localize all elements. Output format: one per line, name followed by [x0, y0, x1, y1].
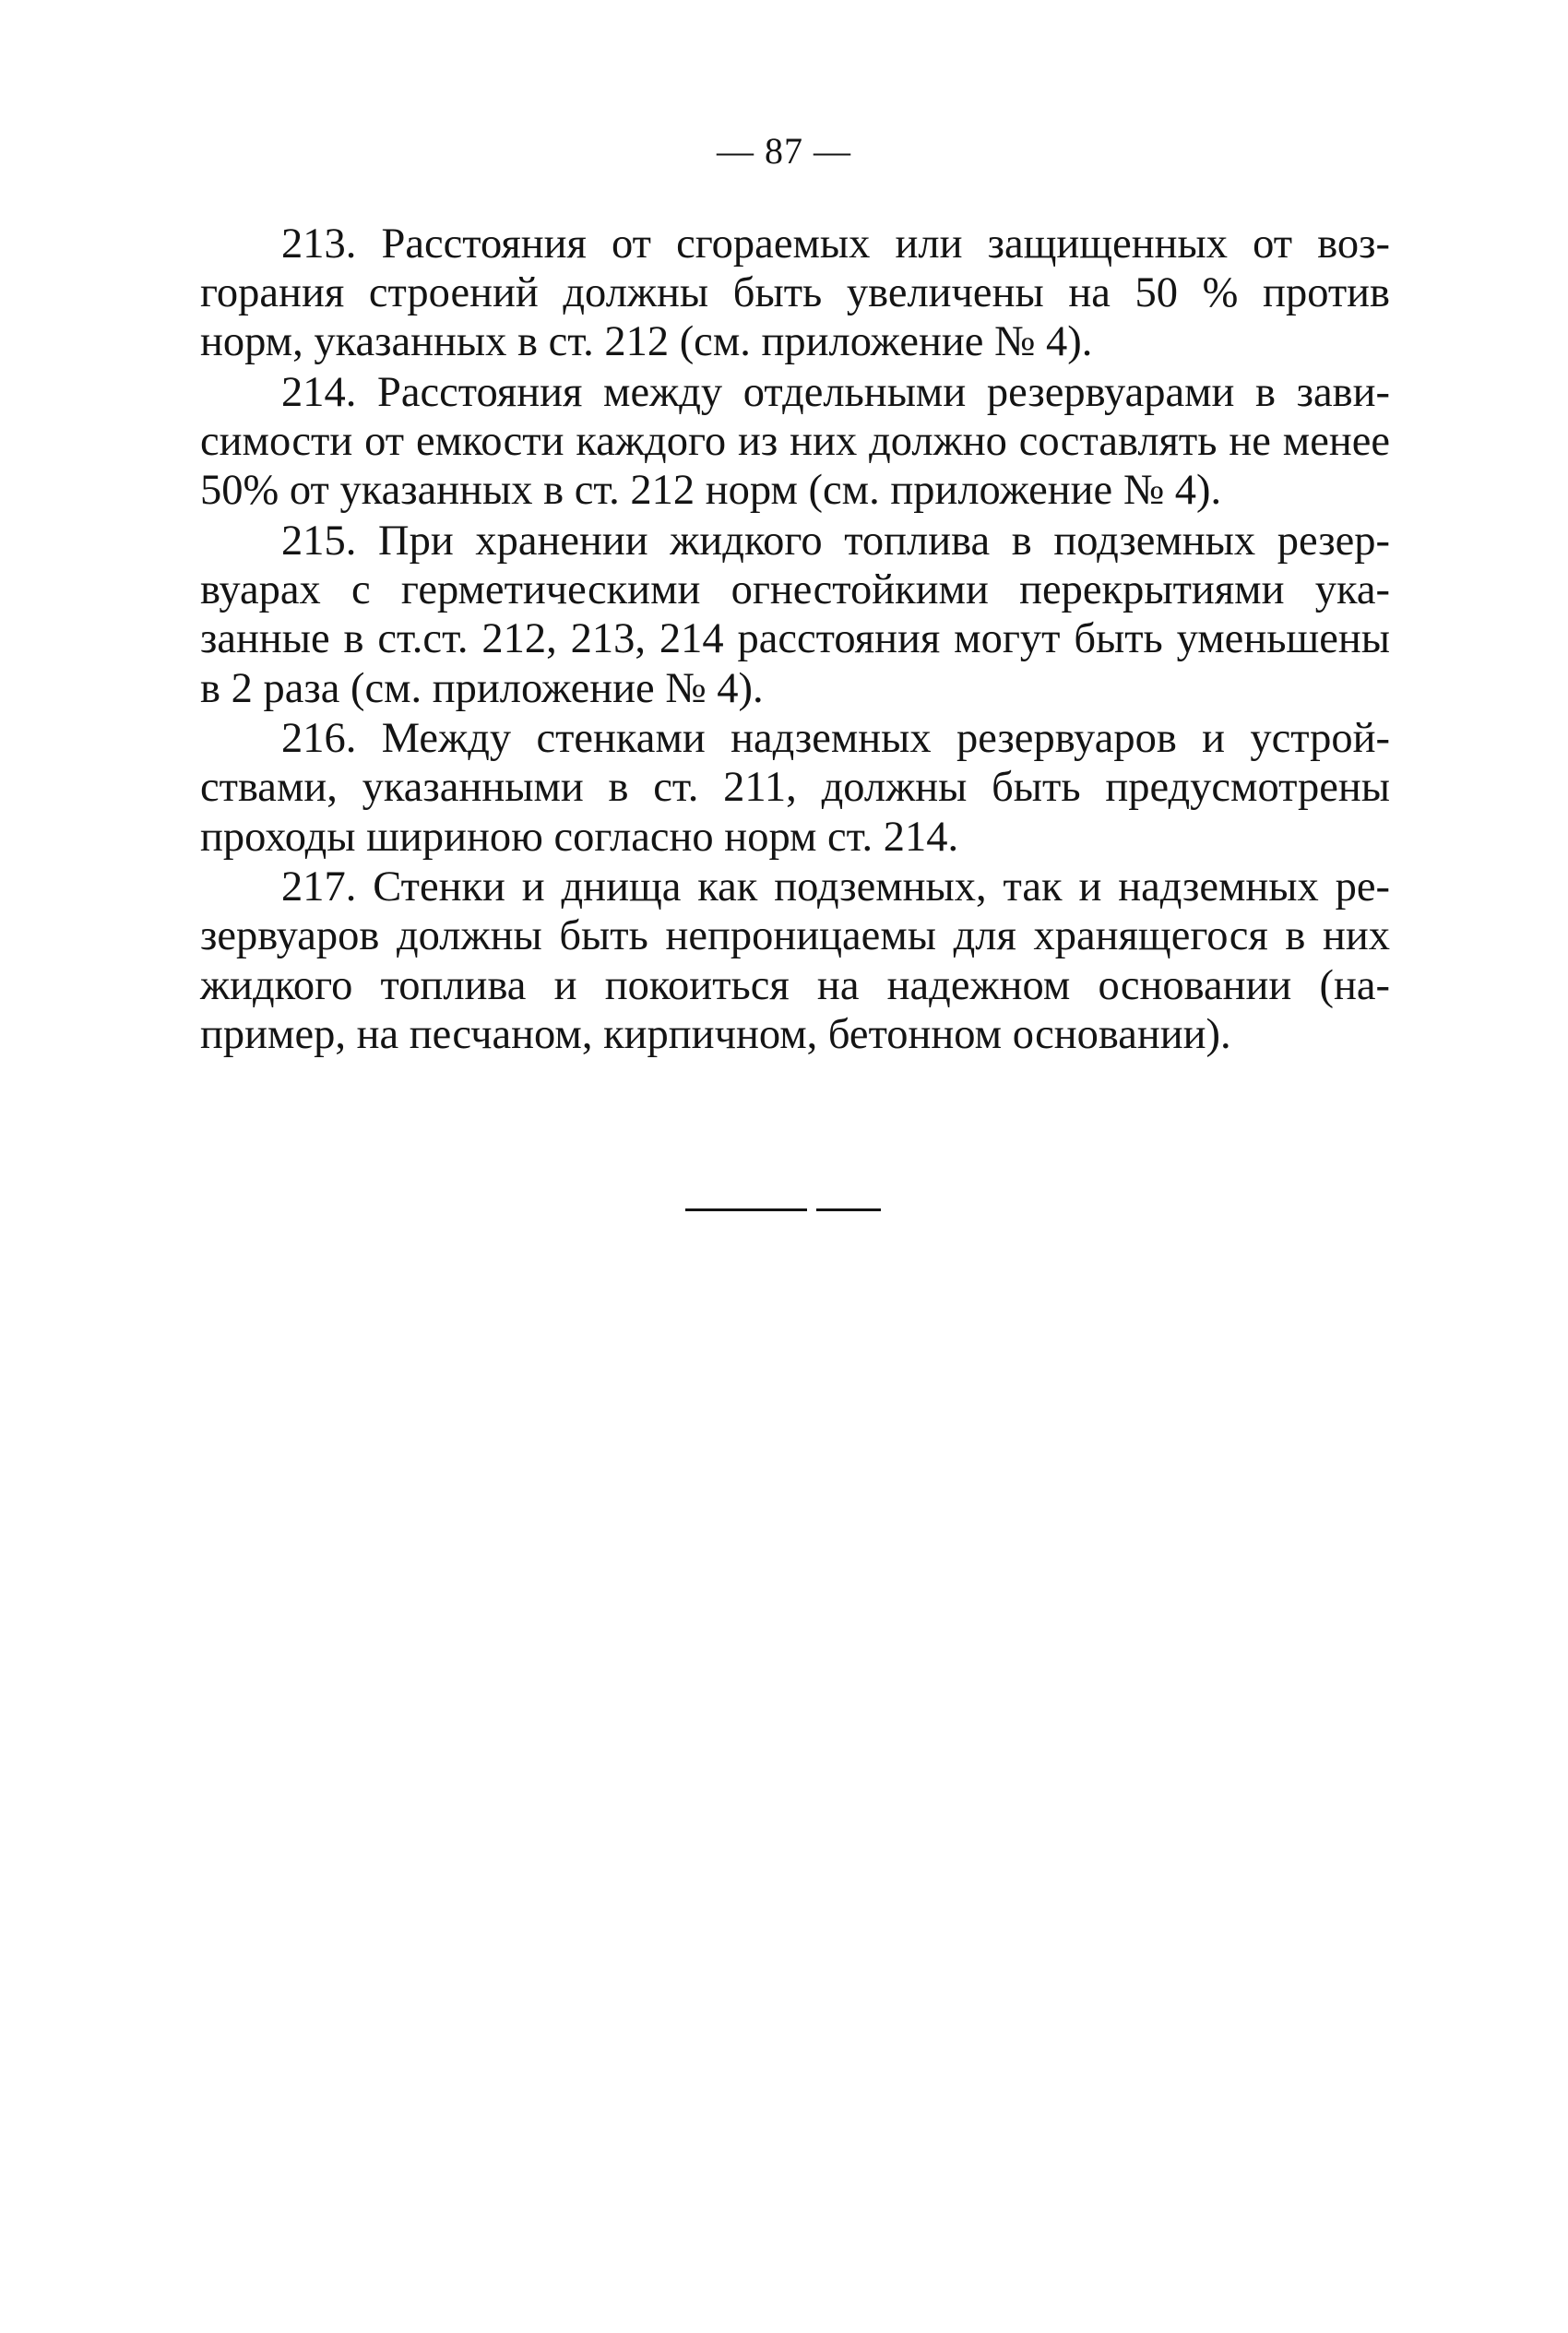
paragraph-217: 217. Стенки и днища как подземных, так и надземных резервуаров должны быть непроницаемы для хранящегося в них жидкого топлива и покоиться на надежном основании (например, на песчаном, кирпичном, бетонном основании).: [200, 863, 1390, 1058]
paragraph-213: 213. Расстояния от сгораемых или защищенных от возгорания строений должны быть увеличены на 50 % против норм, указанных в ст. 212 (см. приложение № 4).: [200, 220, 1390, 366]
paragraph-216: 216. Между стенками надземных резервуаров и устройствами, указанными в ст. 211, должны быть предусмотрены проходы шириною согласно норм ст. 214.: [200, 715, 1390, 861]
page-number: — 87 —: [717, 130, 851, 172]
section-end-divider: [685, 1208, 881, 1211]
paragraph-214: 214. Расстояния между отдельными резервуарами в зависимости от емкости каждого из них должно составлять не менее 50% от указанных в ст. 212 норм (см. приложение № 4).: [200, 369, 1390, 515]
document-body: [200, 220, 1390, 1060]
paragraph-215: 215. При хранении жидкого топлива в подземных резервуарах с герметическими огнестойкими перекрытиями указанные в ст.ст. 212, 213, 214 расстояния могут быть уменьшены в 2 раза (см. приложение № 4).: [200, 518, 1390, 712]
